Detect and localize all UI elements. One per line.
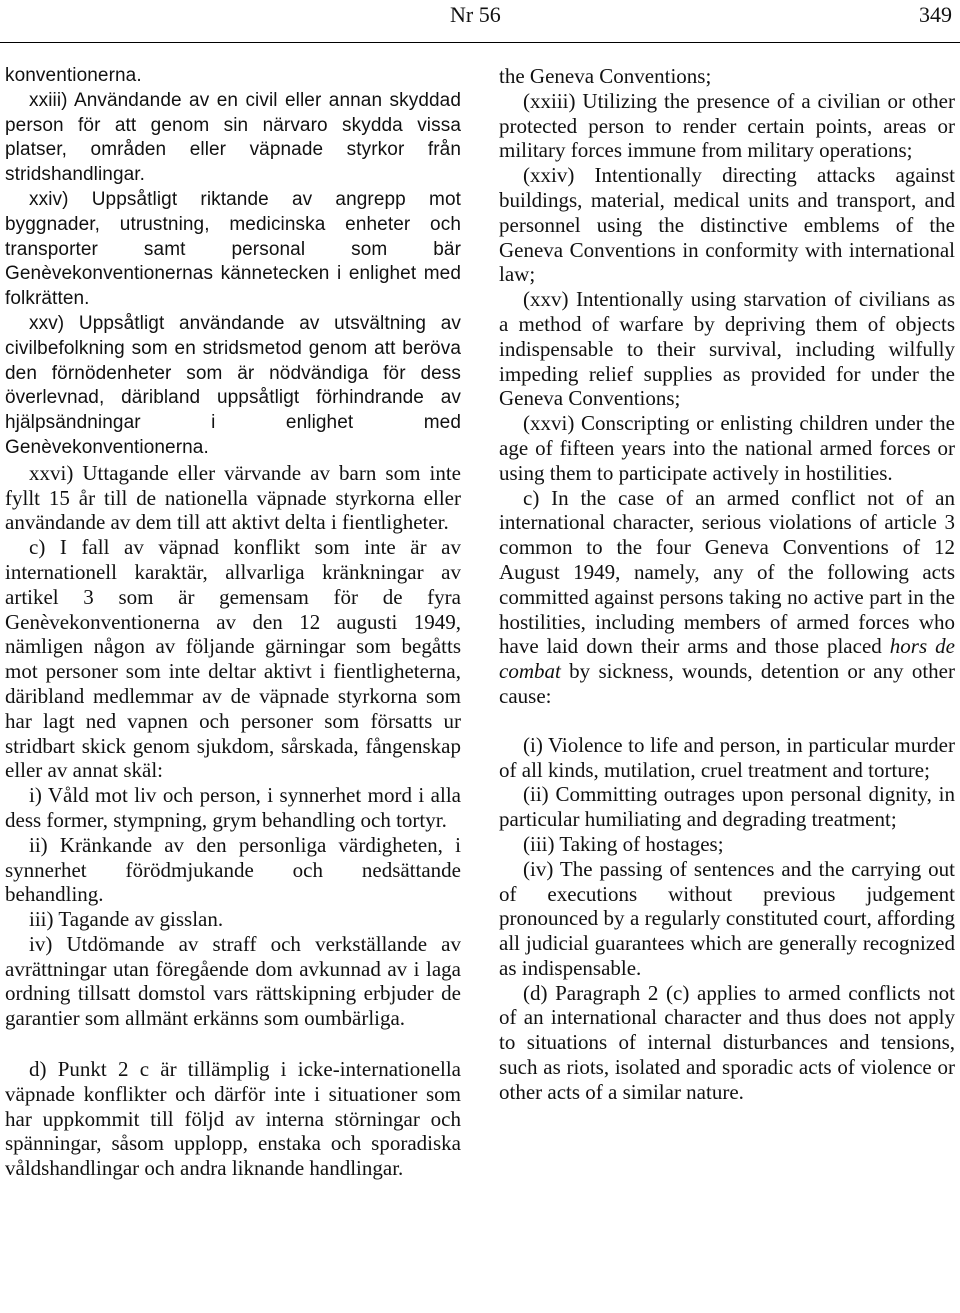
text-run: c) In the case of an armed conflict not of an international character, serious violations of article 3 common to the four Geneva Conventions of 12 August 1949, namely, any of the following acts committed against persons taking no active part in the hostilities, including members of armed forces who have laid down their arms and those placed xyxy=(499,485,955,659)
english-paragraph: (xxvi) Conscripting or enlisting children under the age of fifteen years into the national armed forces or using them to participate actively in hostilities. xyxy=(499,411,955,485)
swedish-paragraph: c) I fall av väpnad konflikt som inte är av internationell karaktär, allvarliga kränkningar av artikel 3 som är gemensam för de fyra Genèvekonventionerna av den 12 augusti 1949, nämligen någon av följande gärningar som begåtts mot personer som inte deltar aktivt i fientligheterna, däribland medlemmar av de väpnade styrkorna som har lagt ned vapnen och personer som försatts ur stridbart skick genom sjukdom, sårskada, fångenskap eller av annat skäl: xyxy=(5,535,461,783)
swedish-paragraph: xxiii) Användande av en civil eller annan skyddad person för att genom sin närvaro skydda vissa platser, områden eller väpnade styrkor från stridshandlingar. xyxy=(5,89,461,186)
english-paragraph: (xxv) Intentionally using starvation of civilians as a method of warfare by depriving them of objects indispensable to their survival, including wilfully impeding relief supplies as provided for under the Geneva Conventions; xyxy=(499,287,955,411)
paragraph-spacer xyxy=(499,709,955,733)
english-paragraph: (xxiv) Intentionally directing attacks against buildings, material, medical units and transport, and personnel using the distinctive emblems of the Geneva Conventions in conformity with international law; xyxy=(499,163,955,287)
english-paragraph xyxy=(499,486,955,709)
english-paragraph: (iv) The passing of sentences and the carrying out of executions without previous judgement pronounced by a regularly constituted court, affording all judicial guarantees which are generally recognized as indispensable. xyxy=(499,856,955,980)
swedish-column xyxy=(5,64,461,1181)
swedish-paragraph: d) Punkt 2 c är tillämplig i icke-internationella väpnade konflikter och därför inte i situationer som har uppkommit till följd av interna störningar och spänningar, såsom upplopp, enstaka och sporadiska våldshandlingar och andra liknande handlingar. xyxy=(5,1057,461,1181)
page-number: 349 xyxy=(919,2,952,27)
italic-term: hors de combat xyxy=(499,634,955,684)
english-paragraph: (i) Violence to life and person, in particular murder of all kinds, mutilation, cruel treatment and torture; xyxy=(499,732,955,782)
swedish-paragraph: iv) Utdömande av straff och verkställande av avrättningar utan föregående dom avkunnad av i laga ordning tillsatt domstol vars rättskipning erbjuder de garantier som allmänt erkänns som oumbärliga. xyxy=(5,931,461,1031)
english-paragraph: the Geneva Conventions; xyxy=(499,64,712,88)
paragraph-spacer xyxy=(5,1031,461,1057)
page-header xyxy=(0,0,960,48)
header-rule xyxy=(0,42,960,43)
issue-number: Nr 56 xyxy=(450,2,501,27)
english-paragraph: (d) Paragraph 2 (c) applies to armed conflicts not of an international character and thus does not apply to situations of internal disturbances and tensions, such as riots, isolated and sporadic acts of violence or other acts of a similar nature. xyxy=(499,980,955,1104)
swedish-paragraph: xxv) Uppsåtligt användande av utsvältning av civilbefolkning som en stridsmetod genom att beröva den förnödenheter som är nödvändiga för dess överlevnad, däribland uppsåtligt förhindrande av hjälpsändningar i enlighet med Genèvekonventionerna. xyxy=(5,312,461,458)
english-paragraph: (ii) Committing outrages upon personal dignity, in particular humiliating and degrading treatment; xyxy=(499,782,955,832)
text-run: by sickness, wounds, detention or any other cause: xyxy=(499,659,955,708)
swedish-paragraph: xxiv) Uppsåtligt riktande av angrepp mot byggnader, utrustning, medicinska enheter och transporter samt personal som bär Genèvekonventionernas kännetecken i enlighet med folkrätten. xyxy=(5,188,461,310)
swedish-paragraph: i) Våld mot liv och person, i synnerhet mord i alla dess former, stympning, grym behandling och tortyr. xyxy=(5,783,461,832)
swedish-paragraph: konventionerna. xyxy=(5,65,142,86)
swedish-paragraph: iii) Tagande av gisslan. xyxy=(29,907,224,932)
english-column xyxy=(499,64,955,1105)
english-paragraph: (iii) Taking of hostages; xyxy=(523,831,724,856)
swedish-paragraph: ii) Kränkande av den personliga värdigheten, i synnerhet förödmjukande och nedsättande behandling. xyxy=(5,832,461,907)
english-paragraph: (xxiii) Utilizing the presence of a civilian or other protected person to render certain points, areas or military forces immune from military operations; xyxy=(499,88,955,163)
swedish-paragraph: xxvi) Uttagande eller värvande av barn som inte fyllt 15 år till de nationella väpnade styrkorna eller användande av dem till att aktivt delta i fientligheter. xyxy=(5,460,461,535)
